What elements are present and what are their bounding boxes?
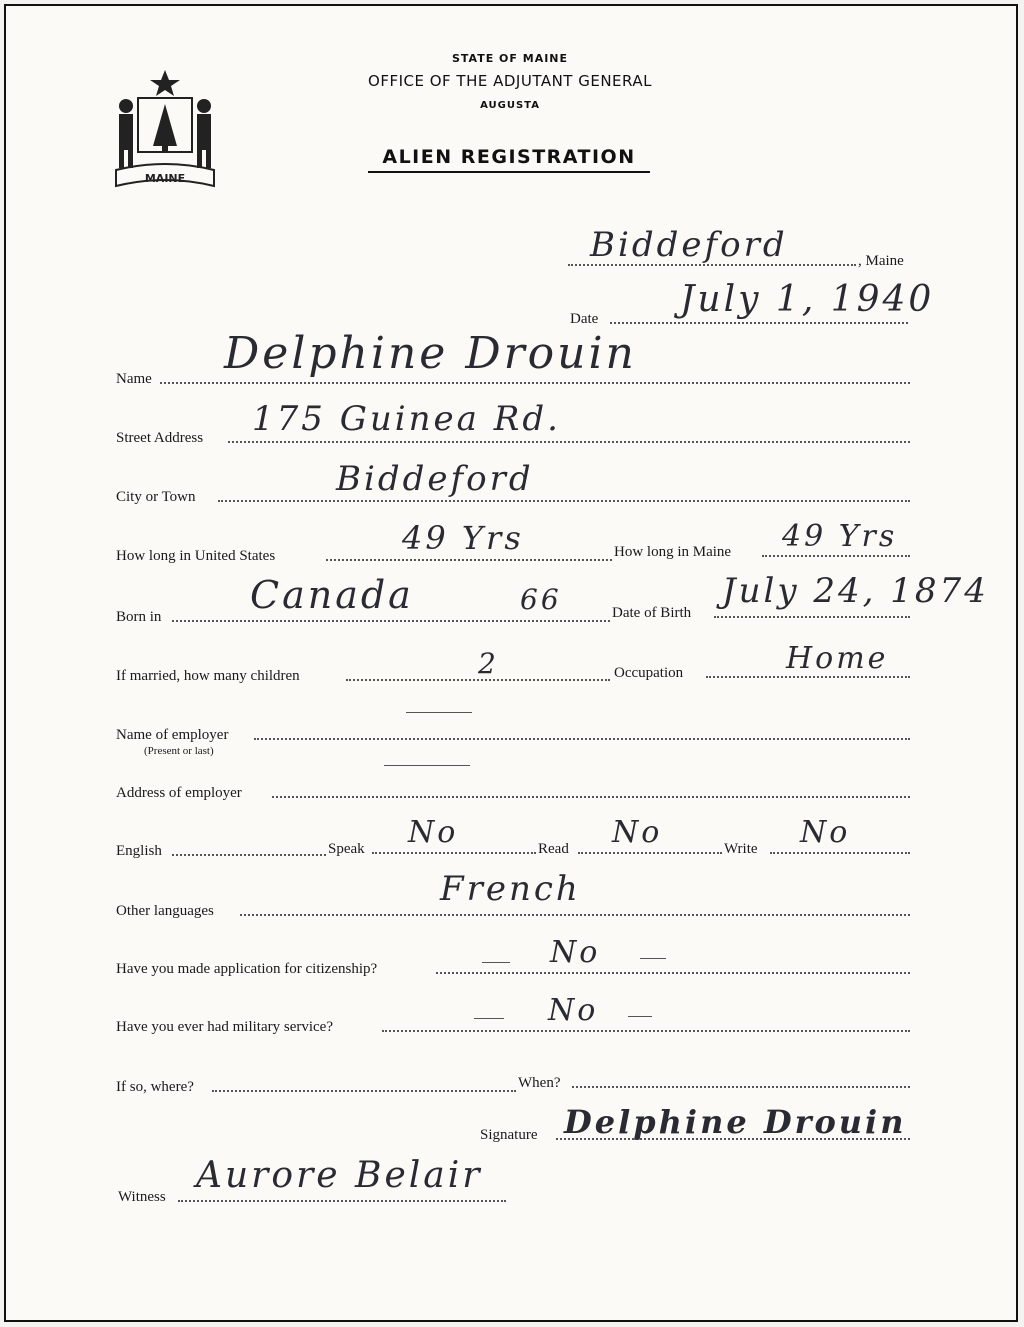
other-languages-label: Other languages [116,903,214,919]
occupation-value[interactable]: Home [786,641,889,676]
name-line [160,382,910,384]
date-line [610,322,908,324]
employer-line[interactable] [254,738,910,740]
children-label: If married, how many children [116,668,300,684]
street-line [228,441,910,443]
name-label: Name [116,371,152,387]
date-value[interactable]: July 1, 1940 [680,279,935,320]
born-label: Born in [116,609,162,625]
header-city: AUGUSTA [480,100,540,111]
other-languages-value[interactable]: French [440,869,581,909]
city-label: City or Town [116,489,196,505]
citizenship-value[interactable]: No [550,935,601,970]
citizenship-line [436,972,910,974]
occupation-label: Occupation [614,665,684,681]
english-line [172,854,326,856]
other-languages-line [240,914,910,916]
svg-text:MAINE: MAINE [144,172,186,185]
maine-suffix: , Maine [858,253,904,269]
speak-line [372,852,536,854]
born-value[interactable]: Canada [250,573,414,617]
military-dash-left [474,1018,504,1019]
where-label: If so, where? [116,1079,194,1095]
street-label: Street Address [116,430,204,446]
employer-address-label: Address of employer [116,785,242,801]
form-title: ALIEN REGISTRATION [368,146,650,173]
employer-sublabel: (Present or last) [144,745,214,757]
date-label: Date [570,311,599,327]
dob-line [714,616,910,618]
us-line [326,559,612,561]
citizenship-dash-left [482,962,510,963]
us-value[interactable]: 49 Yrs [402,519,524,557]
town-value[interactable]: Biddeford [590,225,788,265]
military-line [382,1030,910,1032]
read-value[interactable]: No [612,815,663,850]
us-label: How long in United States [116,548,276,564]
city-line [218,500,910,502]
dob-value[interactable]: July 24, 1874 [722,571,989,611]
read-line [578,852,722,854]
header-state: STATE OF MAINE [451,52,569,65]
write-line [770,852,910,854]
dob-label: Date of Birth [612,605,692,621]
employer-address-dash [384,765,470,766]
born-extra[interactable]: 66 [520,583,562,616]
witness-line [178,1200,506,1202]
read-label: Read [538,841,569,857]
citizenship-dash-right [640,958,666,959]
citizenship-label: Have you made application for citizenship? [116,961,378,977]
children-value[interactable]: 2 [478,647,499,680]
maine-value[interactable]: 49 Yrs [782,519,898,554]
military-value[interactable]: No [548,993,599,1028]
employer-address-line[interactable] [272,796,910,798]
employer-label: Name of employer [116,727,229,743]
military-dash-right [628,1016,652,1017]
speak-value[interactable]: No [408,815,459,850]
signature-label: Signature [480,1127,538,1143]
born-line [172,620,610,622]
write-value[interactable]: No [800,815,851,850]
maine-state-seal-icon [108,66,222,194]
name-value[interactable]: Delphine Drouin [224,328,637,379]
maine-line [762,555,910,557]
where-line[interactable] [212,1090,516,1092]
occupation-line [706,676,910,678]
street-value[interactable]: 175 Guinea Rd. [252,399,561,439]
when-line[interactable] [572,1086,910,1088]
city-value[interactable]: Biddeford [336,459,534,499]
when-label: When? [518,1075,561,1091]
english-label: English [116,843,162,859]
signature-value[interactable]: Delphine Drouin [564,1103,907,1141]
speak-label: Speak [328,841,365,857]
write-label: Write [724,841,758,857]
maine-label: How long in Maine [614,544,732,560]
header-office: OFFICE OF THE ADJUTANT GENERAL [368,72,652,90]
employer-dash [406,712,472,713]
witness-label: Witness [118,1189,166,1205]
witness-value[interactable]: Aurore Belair [196,1155,483,1196]
military-label: Have you ever had military service? [116,1019,333,1035]
